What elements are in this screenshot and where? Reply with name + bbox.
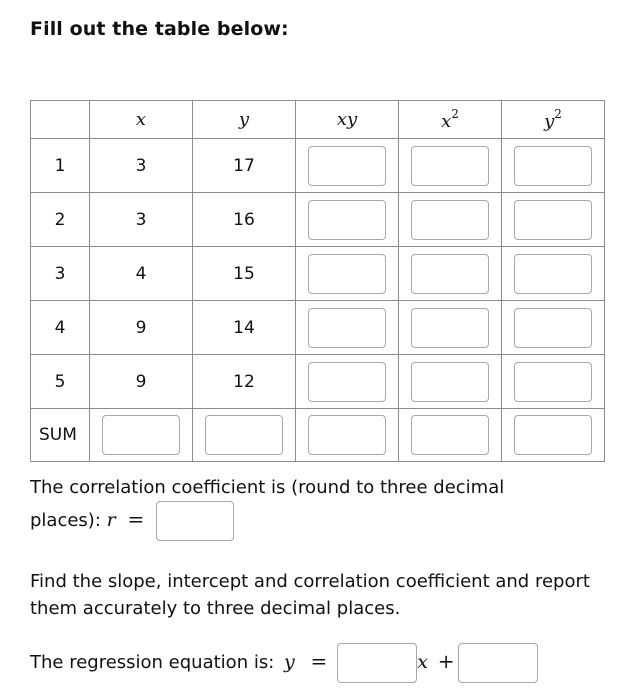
cell-y-squared — [502, 247, 605, 301]
correlation-text: The correlation coefficient is (round to three decimal places): — [30, 477, 505, 531]
xy-input-row-1[interactable] — [308, 146, 386, 186]
cell-sum-xy — [296, 409, 399, 462]
correlation-input[interactable] — [156, 501, 234, 541]
x-squared-input-row-2[interactable] — [411, 200, 489, 240]
cell-y: 16 — [193, 193, 296, 247]
cell-xy — [296, 355, 399, 409]
x-squared-input-row-5[interactable] — [411, 362, 489, 402]
row-index: 4 — [31, 301, 90, 355]
instructions-text: Find the slope, intercept and correlation coefficient and report them accurately to three decimal places. — [30, 571, 590, 619]
sum-x-input[interactable] — [102, 415, 180, 455]
page-title: Fill out the table below: — [30, 18, 289, 40]
cell-x-squared — [399, 301, 502, 355]
cell-xy — [296, 193, 399, 247]
xy-input-row-4[interactable] — [308, 308, 386, 348]
sum-label: SUM — [31, 409, 90, 462]
cell-y: 15 — [193, 247, 296, 301]
cell-y: 14 — [193, 301, 296, 355]
cell-sum-x-squared — [399, 409, 502, 462]
cell-x-squared — [399, 247, 502, 301]
row-index: 3 — [31, 247, 90, 301]
cell-xy — [296, 139, 399, 193]
data-table — [30, 100, 605, 462]
sum-row — [31, 409, 605, 462]
xy-input-row-3[interactable] — [308, 254, 386, 294]
x-squared-input-row-1[interactable] — [411, 146, 489, 186]
correlation-prompt — [30, 474, 570, 541]
cell-x: 9 — [90, 355, 193, 409]
regression-equals: = — [310, 649, 328, 673]
y-squared-input-row-5[interactable] — [514, 362, 592, 402]
xy-input-row-5[interactable] — [308, 362, 386, 402]
cell-x: 3 — [90, 139, 193, 193]
x-squared-input-row-3[interactable] — [411, 254, 489, 294]
table-row — [31, 355, 605, 409]
cell-x-squared — [399, 139, 502, 193]
row-index: 2 — [31, 193, 90, 247]
correlation-var: r — [106, 509, 116, 531]
sum-y-input[interactable] — [205, 415, 283, 455]
table-row — [31, 247, 605, 301]
cell-xy — [296, 301, 399, 355]
cell-xy — [296, 247, 399, 301]
x-squared-input-row-4[interactable] — [411, 308, 489, 348]
cell-x: 4 — [90, 247, 193, 301]
slope-input[interactable] — [337, 643, 417, 683]
regression-var-y: y — [284, 651, 295, 673]
table-header-row — [31, 101, 605, 139]
cell-y: 17 — [193, 139, 296, 193]
cell-y: 12 — [193, 355, 296, 409]
cell-y-squared — [502, 193, 605, 247]
cell-x: 9 — [90, 301, 193, 355]
regression-var-x: x — [417, 651, 428, 673]
cell-x: 3 — [90, 193, 193, 247]
cell-y-squared — [502, 139, 605, 193]
sum-xy-input[interactable] — [308, 415, 386, 455]
sum-x-squared-input[interactable] — [411, 415, 489, 455]
header-y-squared: $y^2$ — [502, 101, 605, 139]
cell-sum-x — [90, 409, 193, 462]
regression-equation — [30, 643, 610, 683]
y-squared-input-row-2[interactable] — [514, 200, 592, 240]
table-row — [31, 139, 605, 193]
regression-text: The regression equation is: — [30, 652, 275, 673]
correlation-equals: = — [127, 507, 145, 531]
cell-y-squared — [502, 301, 605, 355]
table-row — [31, 301, 605, 355]
cell-x-squared — [399, 355, 502, 409]
row-index: 5 — [31, 355, 90, 409]
row-index: 1 — [31, 139, 90, 193]
cell-sum-y-squared — [502, 409, 605, 462]
sum-y-squared-input[interactable] — [514, 415, 592, 455]
cell-y-squared — [502, 355, 605, 409]
table-row — [31, 193, 605, 247]
y-squared-input-row-1[interactable] — [514, 146, 592, 186]
header-index — [31, 101, 90, 139]
regression-plus: + — [437, 649, 455, 673]
y-squared-input-row-3[interactable] — [514, 254, 592, 294]
header-y: y — [193, 101, 296, 139]
cell-sum-y — [193, 409, 296, 462]
intercept-input[interactable] — [458, 643, 538, 683]
header-x: x — [90, 101, 193, 139]
header-xy: xy — [296, 101, 399, 139]
cell-x-squared — [399, 193, 502, 247]
y-squared-input-row-4[interactable] — [514, 308, 592, 348]
header-x-squared: $x^2$ — [399, 101, 502, 139]
xy-input-row-2[interactable] — [308, 200, 386, 240]
